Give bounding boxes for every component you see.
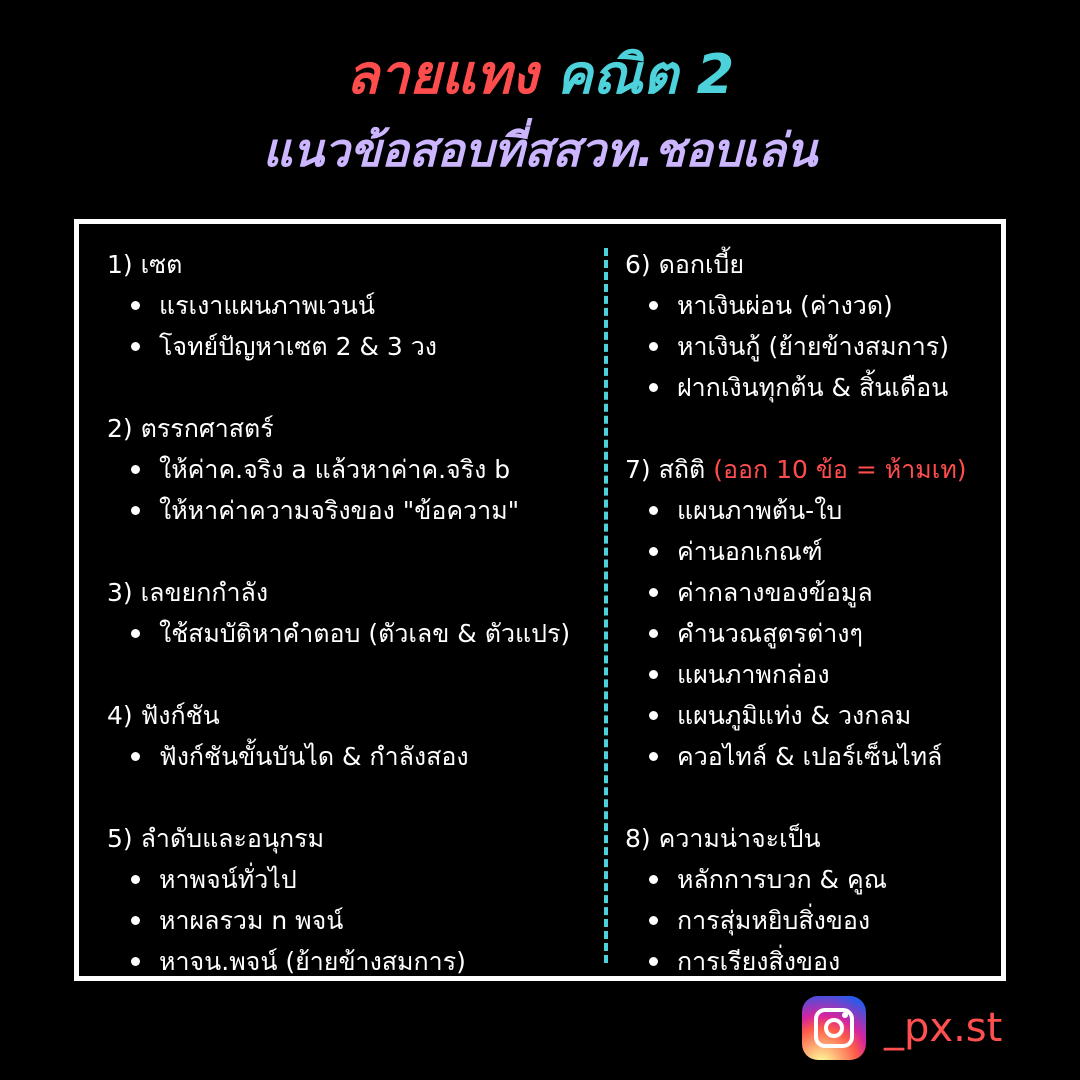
section-title (625, 449, 995, 490)
section-title (107, 818, 597, 859)
section-title (625, 818, 995, 859)
topic-section (107, 244, 597, 367)
list-item: ฝากเงินทุกต้น & สิ้นเดือน (625, 367, 995, 408)
instagram-icon[interactable] (802, 996, 866, 1060)
topic-section (107, 408, 597, 531)
section-title-text: 4) ฟังก์ชัน (107, 701, 220, 730)
section-title (625, 244, 995, 285)
section-title-text: 5) ลำดับและอนุกรม (107, 824, 325, 853)
section-title-text: 1) เซต (107, 250, 183, 279)
social-footer (802, 996, 1002, 1060)
list-item: คำนวณสูตรต่างๆ (625, 613, 995, 654)
topic-section (107, 818, 597, 982)
topic-section (625, 818, 995, 982)
list-item: หลักการบวก & คูณ (625, 859, 995, 900)
list-item: ค่ากลางของข้อมูล (625, 572, 995, 613)
list-item: แรเงาแผนภาพเวนน์ (107, 285, 597, 326)
section-title (107, 695, 597, 736)
topic-section (107, 695, 597, 777)
list-item: ให้หาค่าความจริงของ "ข้อความ" (107, 490, 597, 531)
title-part-1: ลายแทง (345, 43, 538, 106)
list-item: หาเงินผ่อน (ค่างวด) (625, 285, 995, 326)
column-divider (604, 248, 608, 963)
page-subtitle: แนวข้อสอบที่สสวท.ชอบเล่น (262, 123, 818, 177)
section-note: (ออก 10 ข้อ = ห้ามเท) (713, 455, 967, 484)
list-item: หาผลรวม n พจน์ (107, 900, 597, 941)
section-title (107, 572, 597, 613)
list-item: โจทย์ปัญหาเซต 2 & 3 วง (107, 326, 597, 367)
section-title-text: 8) ความน่าจะเป็น (625, 824, 821, 853)
list-item: หาเงินกู้ (ย้ายข้างสมการ) (625, 326, 995, 367)
list-item: แผนภูมิแท่ง & วงกลม (625, 695, 995, 736)
list-item: การสุ่มหยิบสิ่งของ (625, 900, 995, 941)
list-item: ให้ค่าค.จริง a แล้วหาค่าค.จริง b (107, 449, 597, 490)
section-title-text: 2) ตรรกศาสตร์ (107, 414, 274, 443)
instagram-handle[interactable]: _px.st (884, 1005, 1003, 1051)
list-item: แผนภาพต้น-ใบ (625, 490, 995, 531)
topic-section (625, 449, 995, 777)
section-title-text: 3) เลขยกกำลัง (107, 578, 269, 607)
section-title-text: 7) สถิติ (625, 455, 706, 484)
title-part-2: คณิต 2 (556, 43, 735, 106)
list-item: ควอไทล์ & เปอร์เซ็นไทล์ (625, 736, 995, 777)
right-column (625, 244, 995, 982)
list-item: หาจน.พจน์ (ย้ายข้างสมการ) (107, 941, 597, 982)
left-column (107, 244, 597, 982)
list-item: แผนภาพกล่อง (625, 654, 995, 695)
page-title (0, 42, 1080, 108)
section-title (107, 244, 597, 285)
topic-section (107, 572, 597, 654)
list-item: ใช้สมบัติหาคำตอบ (ตัวเลข & ตัวแปร) (107, 613, 597, 654)
list-item: การเรียงสิ่งของ (625, 941, 995, 982)
topics-box (74, 219, 1006, 981)
topic-section (625, 244, 995, 408)
section-title-text: 6) ดอกเบี้ย (625, 250, 745, 279)
list-item: ฟังก์ชันขั้นบันได & กำลังสอง (107, 736, 597, 777)
list-item: หาพจน์ทั่วไป (107, 859, 597, 900)
section-title (107, 408, 597, 449)
list-item: ค่านอกเกณฑ์ (625, 531, 995, 572)
